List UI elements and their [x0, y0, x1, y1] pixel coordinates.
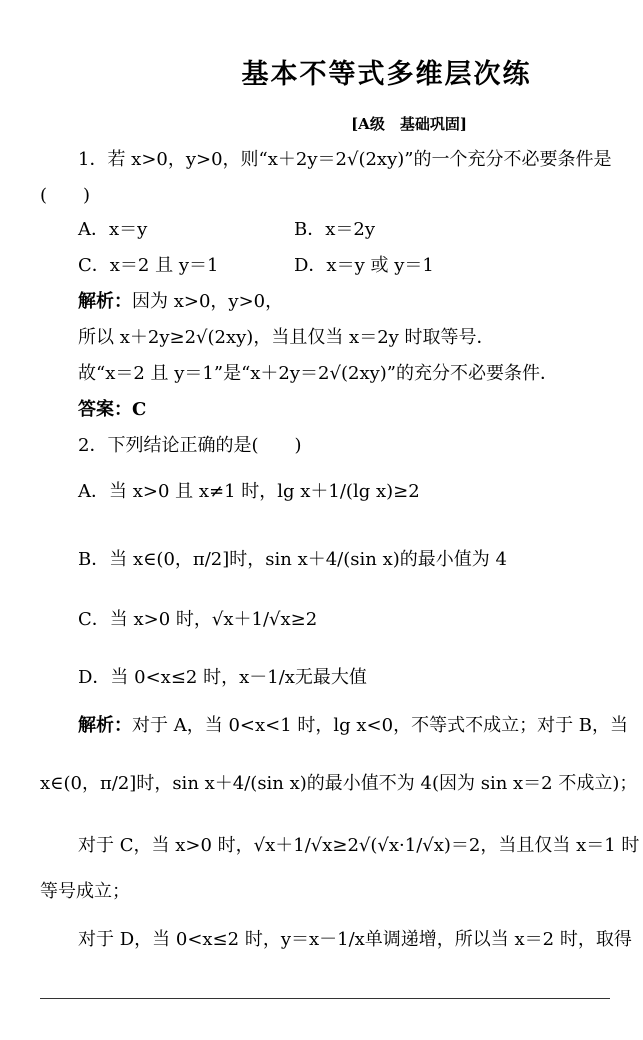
q1-stem: 1．若 x>0，y>0，则“x＋2y＝2√(2xy)”的一个充分不必要条件是: [78, 149, 612, 170]
page-title: 基本不等式多维层次练: [241, 59, 532, 90]
q1-option-d: D．x＝y 或 y＝1: [294, 255, 434, 276]
q2-analysis-line-4: 等号成立；: [40, 881, 130, 902]
q1-analysis-line-1: 解析：因为 x>0，y>0，: [78, 291, 284, 312]
q1-analysis-line-2: 所以 x＋2y≥2√(2xy)，当且仅当 x＝2y 时取等号．: [78, 327, 495, 348]
q2-option-d: D．当 0<x≤2 时，x－1/x无最大值: [78, 667, 367, 688]
section-subtitle: [A级 基础巩固]: [351, 115, 467, 133]
q1-answer: [78, 398, 146, 422]
bottom-divider: [40, 998, 610, 999]
q1-option-c: C．x＝2 且 y＝1: [78, 255, 219, 276]
q1-answer-paren: ( ): [40, 185, 91, 206]
q2-option-a: A．当 x>0 且 x≠1 时，lg x＋1/(lg x)≥2: [78, 481, 420, 502]
q1-option-b: B．x＝2y: [294, 219, 375, 240]
q2-option-b: B．当 x∈(0，π/2]时，sin x＋4/(sin x)的最小值为 4: [78, 549, 507, 570]
q2-analysis-line-2: x∈(0，π/2]时，sin x＋4/(sin x)的最小值不为 4(因为 sin x＝2 不成立)；: [40, 773, 638, 794]
analysis-label: 解析：: [78, 715, 132, 736]
analysis-label: 解析：: [78, 291, 132, 312]
q2-analysis-line-3: 对于 C，当 x>0 时，√x＋1/√x≥2√(√x·1/√x)＝2，当且仅当 x＝1 时: [78, 835, 640, 856]
q1-analysis-line-3: 故“x＝2 且 y＝1”是“x＋2y＝2√(2xy)”的充分不必要条件．: [78, 363, 558, 384]
q2-stem: 2．下列结论正确的是( ): [78, 435, 302, 456]
q2-analysis-line-1: 解析：对于 A，当 0<x<1 时，lg x<0，不等式不成立；对于 B，当: [78, 715, 629, 736]
q1-option-a: A．x＝y: [78, 219, 148, 240]
q2-option-c: C．当 x>0 时，√x＋1/√x≥2: [78, 609, 318, 630]
answer-value: C: [132, 399, 147, 420]
answer-label: 答案：: [78, 399, 132, 420]
q2-analysis-line-5: 对于 D，当 0<x≤2 时，y＝x－1/x单调递增，所以当 x＝2 时，取得: [78, 929, 632, 950]
